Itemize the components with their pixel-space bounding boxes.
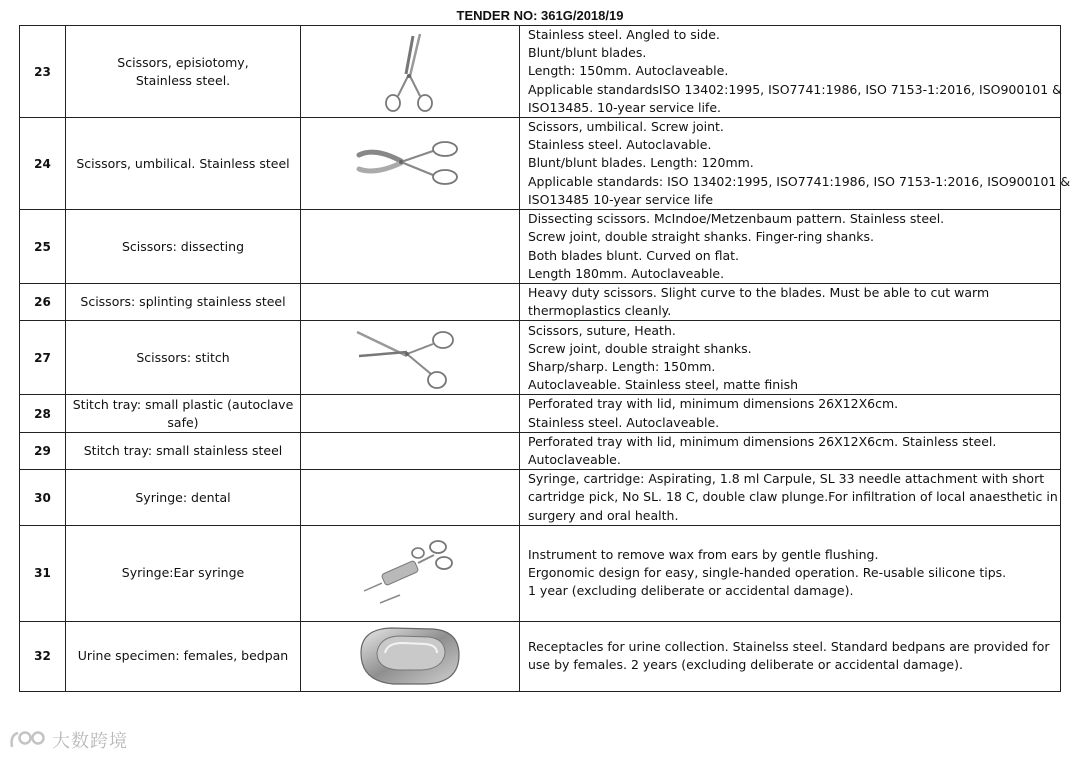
- spec-line: Receptacles for urine collection. Stainelss steel. Standard bedpans are provided for: [528, 639, 1050, 655]
- item-name-line: Scissors, umbilical. Stainless steel: [76, 155, 290, 171]
- item-name: [66, 284, 301, 321]
- spec-line: Length: 150mm. Autoclaveable.: [528, 63, 729, 79]
- umbilical-scissors-icon: [355, 139, 465, 189]
- item-specification: [520, 395, 1061, 432]
- table-row: [20, 470, 1061, 526]
- spec-line: Screw joint, double straight shanks.: [528, 340, 752, 356]
- item-name-line: Scissors, episiotomy,: [117, 54, 249, 70]
- ear-syringe-icon: [360, 533, 460, 613]
- item-name: [66, 525, 301, 621]
- item-name: [66, 432, 301, 469]
- item-name: [66, 395, 301, 432]
- tender-table: [19, 25, 1071, 692]
- watermark-text: 大数跨境: [52, 731, 128, 752]
- stitch-scissors-icon: [355, 326, 465, 390]
- item-name-line: Stainless steel.: [135, 72, 231, 88]
- item-image: [301, 621, 520, 691]
- item-name-line: safe): [167, 414, 199, 430]
- item-number: 23: [20, 26, 66, 118]
- spec-line: Ergonomic design for easy, single-handed operation. Re-usable silicone tips.: [528, 565, 1007, 581]
- spec-line: Screw joint, double straight shanks. Finger-ring shanks.: [528, 229, 874, 245]
- spec-line: Blunt/blunt blades.: [528, 45, 647, 61]
- spec-line: Blunt/blunt blades. Length: 120mm.: [528, 155, 754, 171]
- spec-line: use by females. 2 years (excluding deliberate or accidental damage).: [528, 657, 963, 673]
- item-name-line: Urine specimen: females, bedpan: [77, 648, 289, 664]
- spec-line: Scissors, umbilical. Screw joint.: [528, 119, 724, 135]
- table-row: [20, 284, 1061, 321]
- spec-line: cartridge pick, No SL. 18 C, double claw plunge.For infiltration of local anaesthetic in: [528, 489, 1058, 505]
- item-image: [301, 210, 520, 284]
- item-image: [301, 321, 520, 395]
- table-row: [20, 210, 1061, 284]
- spec-line: ISO13485. 10-year service life.: [528, 99, 721, 115]
- spec-line: Stainless steel. Autoclaveable.: [528, 414, 720, 430]
- item-specification: [520, 26, 1061, 118]
- spec-line: Syringe, cartridge: Aspirating, 1.8 ml Carpule, SL 33 needle attachment with short: [528, 471, 1045, 487]
- item-number: 29: [20, 432, 66, 469]
- spec-line: 1 year (excluding deliberate or accidental damage).: [528, 583, 854, 599]
- spec-line: Sharp/sharp. Length: 150mm.: [528, 358, 716, 374]
- table-row: [20, 432, 1061, 469]
- spec-line: Heavy duty scissors. Slight curve to the blades. Must be able to cut warm: [528, 285, 990, 301]
- item-number: 31: [20, 525, 66, 621]
- item-name: [66, 26, 301, 118]
- watermark-logo-icon: [8, 729, 48, 751]
- item-name-line: Scissors: dissecting: [121, 238, 244, 254]
- item-image: [301, 118, 520, 210]
- item-name-line: Stitch tray: small plastic (autoclave: [72, 396, 294, 412]
- item-specification: [520, 470, 1061, 526]
- spec-line: Instrument to remove wax from ears by gentle flushing.: [528, 547, 879, 563]
- watermark: [8, 727, 128, 753]
- spec-line: Applicable standardsISO 13402:1995, ISO7741:1986, ISO 7153-1:2016, ISO900101 &: [528, 81, 1062, 97]
- spec-line: Perforated tray with lid, minimum dimensions 26X12X6cm. Stainless steel.: [528, 433, 997, 449]
- item-name-line: Scissors: splinting stainless steel: [80, 294, 286, 310]
- table-row: [20, 118, 1061, 210]
- spec-line: ISO13485 10-year service life: [528, 191, 714, 207]
- item-number: 28: [20, 395, 66, 432]
- spec-line: Autoclaveable.: [528, 452, 621, 468]
- item-image: [301, 26, 520, 118]
- item-image: [301, 432, 520, 469]
- spec-line: Scissors, suture, Heath.: [528, 322, 676, 338]
- item-name: [66, 470, 301, 526]
- spec-line: surgery and oral health.: [528, 507, 679, 523]
- item-number: 30: [20, 470, 66, 526]
- item-name-line: Scissors: stitch: [136, 349, 230, 365]
- spec-line: Length 180mm. Autoclaveable.: [528, 265, 725, 281]
- table-row: [20, 621, 1061, 691]
- table-row: [20, 26, 1061, 118]
- item-name: [66, 210, 301, 284]
- item-image: [301, 470, 520, 526]
- page-title: TENDER NO: 361G/2018/19: [456, 8, 624, 23]
- item-number: 32: [20, 621, 66, 691]
- spec-line: Stainless steel. Angled to side.: [528, 27, 720, 42]
- bedpan-icon: [355, 623, 465, 689]
- item-image: [301, 284, 520, 321]
- item-number: 24: [20, 118, 66, 210]
- spec-line: thermoplastics cleanly.: [528, 303, 672, 319]
- item-number: 26: [20, 284, 66, 321]
- spec-line: Applicable standards: ISO 13402:1995, ISO7741:1986, ISO 7153-1:2016, ISO900101 &: [528, 173, 1071, 189]
- table-row: [20, 395, 1061, 432]
- spec-line: Perforated tray with lid, minimum dimensions 26X12X6cm.: [528, 396, 899, 412]
- episiotomy-scissors-icon: [380, 30, 440, 114]
- item-specification: [520, 525, 1061, 621]
- item-name-line: Syringe:Ear syringe: [121, 565, 245, 581]
- item-name-line: Syringe: dental: [135, 489, 231, 505]
- item-name: [66, 621, 301, 691]
- item-specification: [520, 118, 1071, 210]
- item-name: [66, 321, 301, 395]
- item-number: 25: [20, 210, 66, 284]
- item-number: 27: [20, 321, 66, 395]
- item-specification: [520, 432, 1061, 469]
- item-specification: [520, 321, 1061, 395]
- item-specification: [520, 621, 1061, 691]
- item-specification: [520, 210, 1061, 284]
- item-specification: [520, 284, 1061, 321]
- table-row: [20, 525, 1061, 621]
- spec-line: Both blades blunt. Curved on flat.: [528, 247, 740, 263]
- spec-line: Dissecting scissors. McIndoe/Metzenbaum pattern. Stainless steel.: [528, 211, 945, 227]
- item-image: [301, 395, 520, 432]
- item-name: [66, 118, 301, 210]
- spec-line: Stainless steel. Autoclavable.: [528, 137, 712, 153]
- table-row: [20, 321, 1061, 395]
- item-image: [301, 525, 520, 621]
- item-name-line: Stitch tray: small stainless steel: [83, 443, 283, 459]
- spec-line: Autoclaveable. Stainless steel, matte finish: [528, 377, 799, 393]
